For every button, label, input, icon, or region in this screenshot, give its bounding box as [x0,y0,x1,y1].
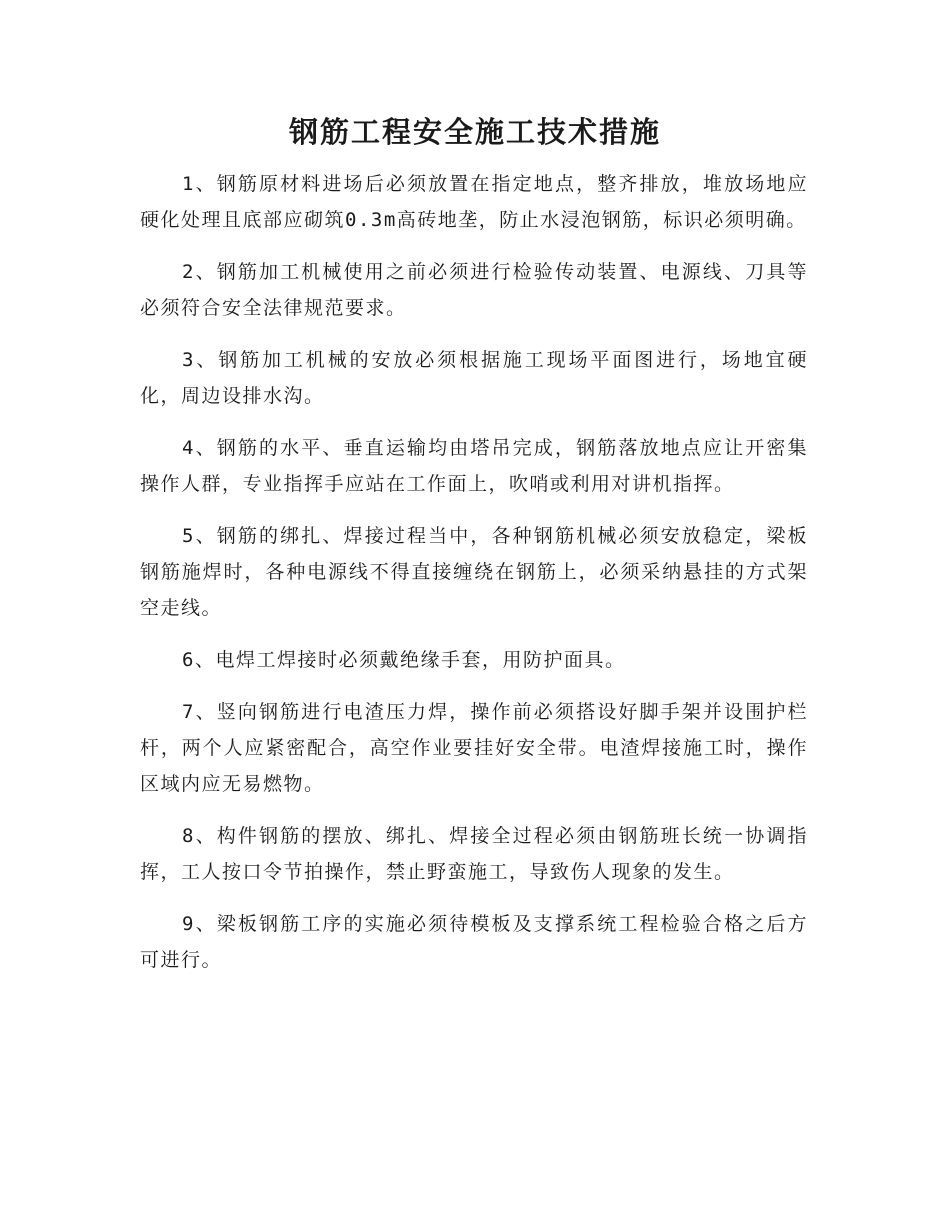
paragraph-2: 2、钢筋加工机械使用之前必须进行检验传动装置、电源线、刀具等必须符合安全法律规范要求。 [140,261,808,319]
paragraph-4: 4、钢筋的水平、垂直运输均由塔吊完成，钢筋落放地点应让开密集操作人群，专业指挥手应站在工作面上，吹哨或利用对讲机指挥。 [140,437,808,495]
paragraph-7: 7、竖向钢筋进行电渣压力焊，操作前必须搭设好脚手架并设围护栏杆，两个人应紧密配合，高空作业要挂好安全带。电渣焊接施工时，操作区域内应无易燃物。 [140,701,808,795]
paragraph-9: 9、梁板钢筋工序的实施必须待模板及支撑系统工程检验合格之后方可进行。 [140,913,808,971]
paragraph-3: 3、钢筋加工机械的安放必须根据施工现场平面图进行，场地宜硬化，周边设排水沟。 [140,349,808,407]
paragraph-1: 1、钢筋原材料进场后必须放置在指定地点，整齐排放，堆放场地应硬化处理且底部应砌筑0.3m高砖地垄，防止水浸泡钢筋，标识必须明确。 [140,173,808,231]
document-title: 钢筋工程安全施工技术措施 [288,115,661,149]
document-body [140,166,808,994]
paragraph-8: 8、构件钢筋的摆放、绑扎、焊接全过程必须由钢筋班长统一协调指挥，工人按口令节拍操作，禁止野蛮施工，导致伤人现象的发生。 [140,825,808,883]
paragraph-6: 6、电焊工焊接时必须戴绝缘手套，用防护面具。 [182,649,626,671]
paragraph-5: 5、钢筋的绑扎、焊接过程当中，各种钢筋机械必须安放稳定，梁板钢筋施焊时，各种电源线不得直接缠绕在钢筋上，必须采纳悬挂的方式架空走线。 [140,525,808,619]
